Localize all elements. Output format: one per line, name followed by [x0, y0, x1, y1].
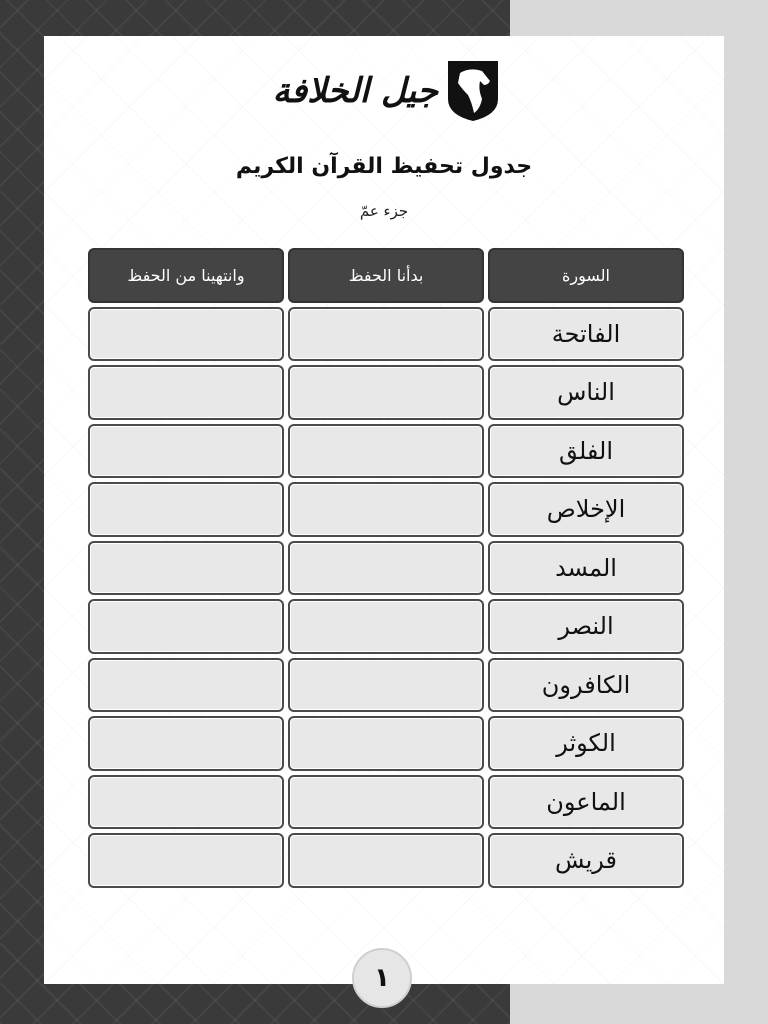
finished-cell[interactable] — [88, 716, 284, 771]
page-number: ١ — [352, 948, 412, 1008]
started-cell[interactable] — [288, 307, 484, 362]
finished-cell[interactable] — [88, 833, 284, 888]
surah-cell: الناس — [488, 365, 684, 420]
logo — [270, 58, 500, 124]
started-cell[interactable] — [288, 599, 484, 654]
page-title: جدول تحفيظ القرآن الكريم — [235, 154, 533, 179]
page-subtitle: جزء عمّ — [359, 202, 409, 220]
finished-cell[interactable] — [88, 365, 284, 420]
header-finished: وانتهينا من الحفظ — [88, 248, 284, 303]
started-cell[interactable] — [288, 775, 484, 830]
worksheet-page — [44, 36, 724, 993]
horse-head-shield-icon — [446, 59, 500, 123]
surah-cell: الكافرون — [488, 658, 684, 713]
surah-cell: النصر — [488, 599, 684, 654]
started-cell[interactable] — [288, 658, 484, 713]
started-cell[interactable] — [288, 424, 484, 479]
finished-cell[interactable] — [88, 541, 284, 596]
started-cell[interactable] — [288, 365, 484, 420]
header-surah: السورة — [488, 248, 684, 303]
surah-cell: الماعون — [488, 775, 684, 830]
memorization-table — [86, 246, 686, 890]
surah-cell: الفاتحة — [488, 307, 684, 362]
started-cell[interactable] — [288, 541, 484, 596]
finished-cell[interactable] — [88, 307, 284, 362]
surah-cell: قريش — [488, 833, 684, 888]
finished-cell[interactable] — [88, 658, 284, 713]
surah-cell: المسد — [488, 541, 684, 596]
surah-cell: الكوثر — [488, 716, 684, 771]
header-started: بدأنا الحفظ — [288, 248, 484, 303]
started-cell[interactable] — [288, 833, 484, 888]
finished-cell[interactable] — [88, 424, 284, 479]
finished-cell[interactable] — [88, 599, 284, 654]
finished-cell[interactable] — [88, 482, 284, 537]
started-cell[interactable] — [288, 482, 484, 537]
surah-cell: الإخلاص — [488, 482, 684, 537]
started-cell[interactable] — [288, 716, 484, 771]
surah-cell: الفلق — [488, 424, 684, 479]
logo-text: جيل الخلافة — [272, 71, 438, 111]
finished-cell[interactable] — [88, 775, 284, 830]
